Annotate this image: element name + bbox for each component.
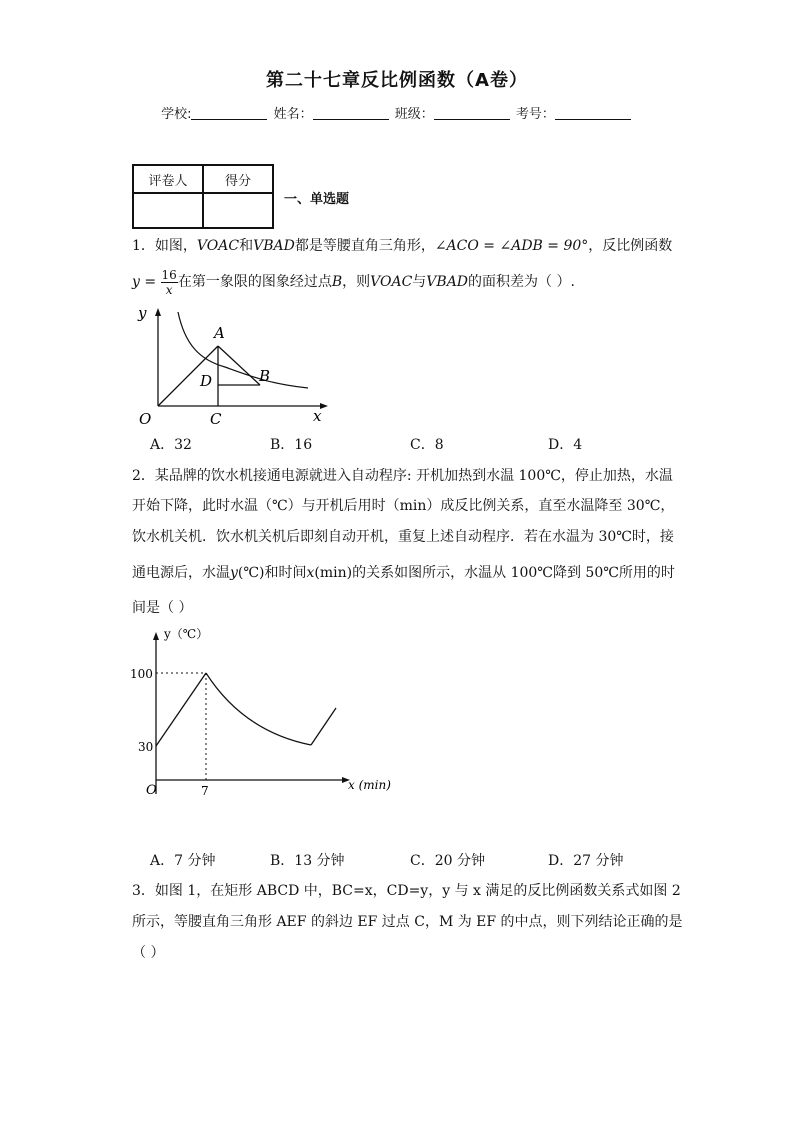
- section-heading: 一、单选题: [284, 192, 350, 207]
- score-header: 得分: [203, 165, 273, 193]
- q2-text: 通电源后，水温: [132, 565, 230, 581]
- q1-fig-a: A: [214, 324, 225, 342]
- q1-triangle-bad: VBAD: [253, 238, 295, 254]
- q2-text: 的关系如图所示，水温从 100℃降到 50℃所用的时: [352, 565, 675, 581]
- q2-unit-min: (min): [314, 565, 353, 581]
- q1-fig-o: O: [139, 410, 152, 428]
- q1-and: 和: [239, 238, 254, 254]
- q1-text: ，则: [342, 274, 371, 290]
- page-title: 第二十七章反比例函数（A卷）: [266, 70, 528, 91]
- score-table: [132, 164, 274, 229]
- q1-text: 1．如图，: [132, 238, 197, 254]
- q2-fig-xaxis: x (min): [348, 778, 391, 792]
- reviewer-header: 评卷人: [133, 165, 203, 193]
- q2-fig-100: 100: [130, 667, 153, 681]
- number-blank[interactable]: [555, 106, 631, 120]
- q1-text: 都是等腰直角三角形，: [294, 238, 435, 254]
- q1-figure: [130, 300, 340, 430]
- class-blank[interactable]: [434, 106, 510, 120]
- q2-fig-yaxis: y（℃）: [164, 627, 209, 641]
- q1-fraction: [161, 268, 178, 297]
- q2-var-y: y: [230, 565, 238, 581]
- score-cell[interactable]: [203, 193, 273, 228]
- q1-option-d[interactable]: D．4: [548, 437, 583, 453]
- q1-option-a[interactable]: A．32: [150, 437, 192, 453]
- q1-triangle-oac: VOAC: [370, 274, 413, 290]
- reviewer-cell[interactable]: [133, 193, 203, 228]
- q2-line1: 2．某品牌的饮水机接通电源就进入自动程序: 开机加热到水温 100℃，停止加热，水温: [132, 468, 673, 484]
- q2-line3: 饮水机关机．饮水机关机后即刻自动开机，重复上述自动程序．若在水温为 30℃时，接: [132, 529, 674, 545]
- q2-var-x: x: [306, 565, 315, 581]
- q1-angles: ∠ACO = ∠ADB = 90°: [434, 238, 589, 254]
- school-label: 学校:: [161, 107, 192, 122]
- q2-unit-c: (℃): [237, 565, 265, 581]
- q1-fig-x: x: [313, 407, 322, 425]
- q2-line5: 间是（ ）: [132, 600, 193, 616]
- q2-line2: 开始下降，此时水温（℃）与开机后用时（min）成反比例关系，直至水温降至 30℃，: [132, 498, 675, 514]
- q2-option-a[interactable]: A．7 分钟: [150, 853, 216, 869]
- q1-option-b[interactable]: B．16: [270, 437, 313, 453]
- q1-text: 的面积差为（ ）.: [468, 274, 575, 290]
- q2-option-c[interactable]: C．20 分钟: [410, 853, 485, 869]
- q2-figure: [126, 622, 406, 802]
- q1-triangle-oac: VOAC: [196, 238, 240, 254]
- q2-text: 和时间: [264, 565, 307, 581]
- name-blank[interactable]: [313, 106, 389, 120]
- q3-line1: 3．如图 1，在矩形 ABCD 中，BC=x，CD=y，y 与 x 满足的反比例函数关系式如图 2: [132, 883, 681, 899]
- number-label: 考号：: [515, 107, 555, 122]
- q2-fig-o: O: [146, 783, 157, 798]
- q1-text: ，反比例函数: [588, 238, 673, 254]
- q1-text: 在第一象限的图象经过点: [177, 274, 332, 290]
- q1-fig-d: D: [200, 372, 213, 390]
- q2-line4: [132, 557, 692, 590]
- q2-fig-7: 7: [201, 784, 209, 798]
- q1-triangle-bad: VBAD: [426, 274, 469, 290]
- q1-fig-b: B: [259, 367, 271, 385]
- class-label: 班级：: [394, 107, 434, 122]
- student-info-line: [0, 103, 794, 122]
- q3-line2: 所示，等腰直角三角形 AEF 的斜边 EF 过点 C，M 为 EF 的中点，则下列结论正确的是: [132, 914, 683, 930]
- q1-fig-c: C: [210, 410, 222, 428]
- q1-func-y: y =: [132, 274, 157, 290]
- q1-line2: [132, 266, 692, 299]
- school-blank[interactable]: [191, 106, 267, 120]
- q1-point-b: B: [331, 274, 343, 290]
- q1-options: [150, 434, 650, 454]
- q2-option-d[interactable]: D．27 分钟: [548, 853, 624, 869]
- q1-fraction-den: x: [165, 282, 173, 297]
- q3-line3: （ ）: [132, 945, 165, 961]
- q2-options: [150, 850, 650, 870]
- q2-option-b[interactable]: B．13 分钟: [270, 853, 345, 869]
- q2-fig-30: 30: [138, 740, 154, 754]
- q1-option-c[interactable]: C．8: [410, 437, 444, 453]
- q1-fig-y: y: [138, 304, 147, 322]
- name-label: 姓名：: [273, 107, 313, 122]
- q1-fraction-num: 16: [161, 267, 177, 282]
- q1-text: 与: [412, 274, 427, 290]
- q1-line1: [132, 230, 692, 263]
